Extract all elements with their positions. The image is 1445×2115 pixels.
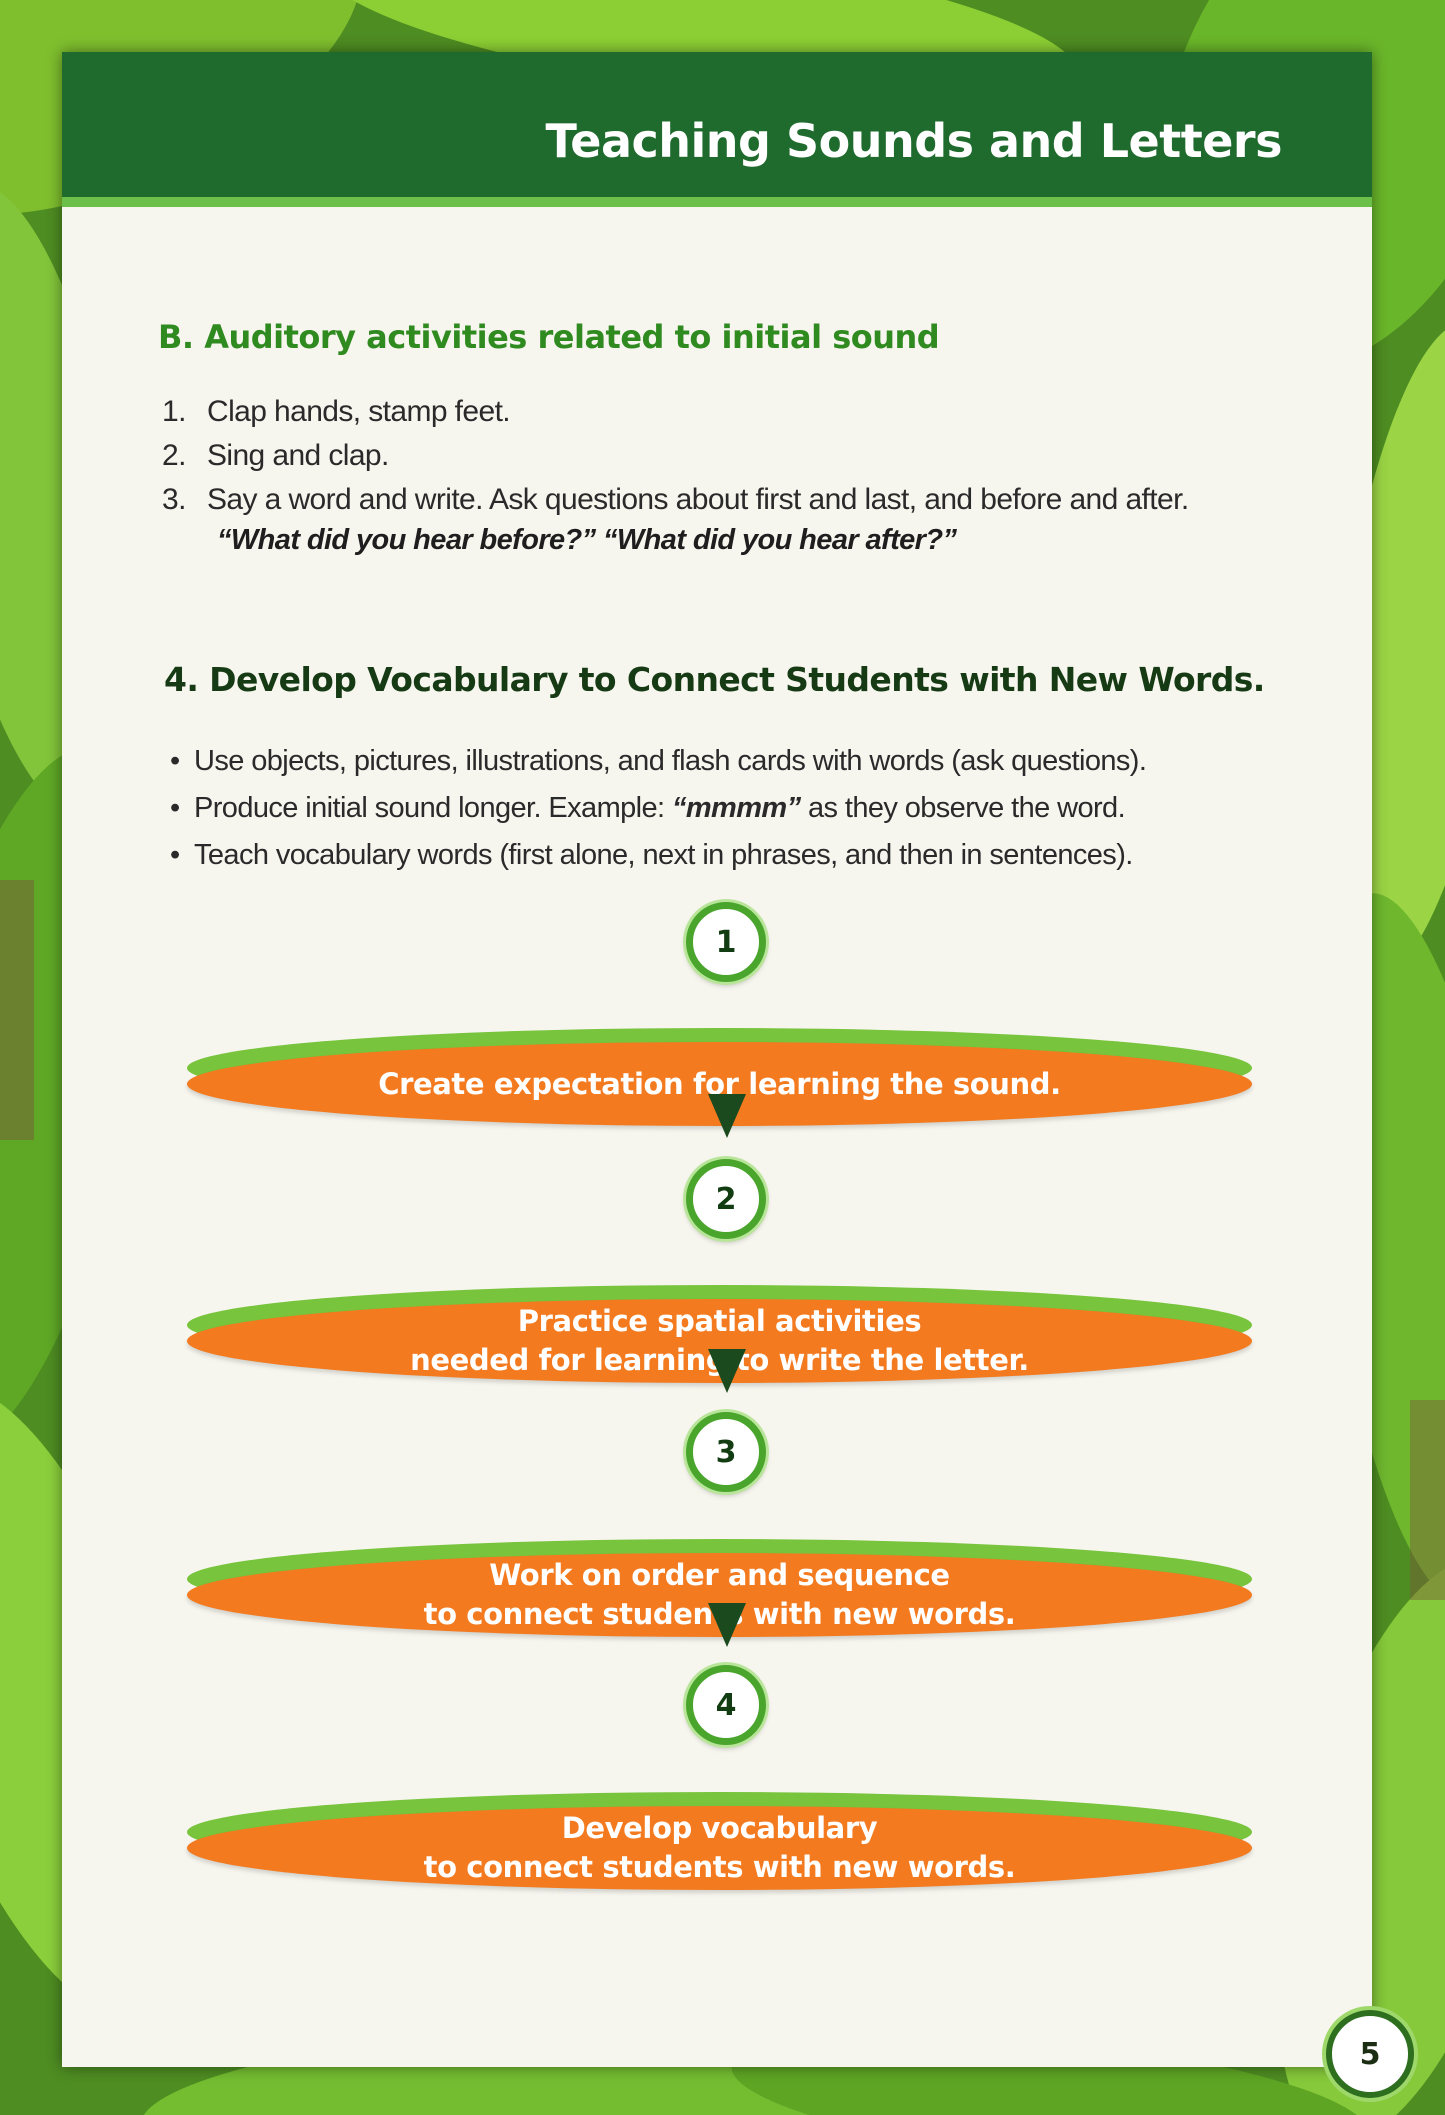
step-text: Work on order and sequence to connect students with new words.	[423, 1558, 1016, 1631]
bullet-icon: •	[170, 839, 180, 871]
step-text: Practice spatial activities needed for learning to write the letter.	[410, 1304, 1029, 1377]
list-item-number: 1.	[162, 395, 186, 428]
bullet-text-post: as they observe the word.	[800, 792, 1126, 824]
example-questions-quote: “What did you hear before?” “What did you hear after?”	[217, 524, 957, 556]
bullet-text-pre: Produce initial sound longer. Example:	[194, 792, 672, 824]
bullet-item	[170, 785, 1350, 832]
list-item-number: 2.	[162, 439, 186, 472]
list-item-text: Say a word and write. Ask questions about first and last, and before and after.	[207, 483, 1189, 516]
vocabulary-bullet-list	[170, 738, 1350, 879]
down-arrow-icon	[708, 1349, 746, 1393]
auditory-activities-list	[162, 390, 1322, 558]
header-bar	[62, 52, 1372, 207]
list-item	[162, 478, 1322, 522]
list-item-number: 3.	[162, 483, 186, 516]
bullet-item	[170, 832, 1350, 879]
page-number-badge: 5	[1326, 2010, 1414, 2098]
step-number-badge: 1	[686, 902, 766, 982]
down-arrow-icon	[708, 1603, 746, 1647]
list-item	[162, 434, 1322, 478]
section-b-heading: B. Auditory activities related to initial sound	[158, 318, 940, 356]
bullet-icon: •	[170, 745, 180, 777]
list-item	[162, 390, 1322, 434]
bullet-icon: •	[170, 792, 180, 824]
list-item-text: Sing and clap.	[207, 439, 389, 472]
page-title: Teaching Sounds and Letters	[545, 114, 1282, 168]
down-arrow-icon	[708, 1094, 746, 1138]
bullet-text: Use objects, pictures, illustrations, and flash cards with words (ask questions).	[194, 745, 1147, 777]
step-banner	[187, 1802, 1252, 1890]
workbook-page	[62, 52, 1372, 2067]
list-item-text: Clap hands, stamp feet.	[207, 395, 511, 428]
step-text: Develop vocabulary to connect students with new words.	[423, 1811, 1016, 1884]
step-number-badge: 2	[686, 1159, 766, 1239]
step-number-badge: 4	[686, 1665, 766, 1745]
bullet-text-example: “mmmm”	[671, 792, 801, 824]
step-text: Create expectation for learning the sound.	[378, 1066, 1061, 1101]
step-number-badge: 3	[686, 1412, 766, 1492]
bullet-text: Teach vocabulary words (first alone, next in phrases, and then in sentences).	[194, 839, 1133, 871]
bullet-text	[194, 785, 1125, 832]
bullet-item	[170, 738, 1350, 785]
section-4-heading: 4. Develop Vocabulary to Connect Students with New Words.	[164, 660, 1265, 699]
